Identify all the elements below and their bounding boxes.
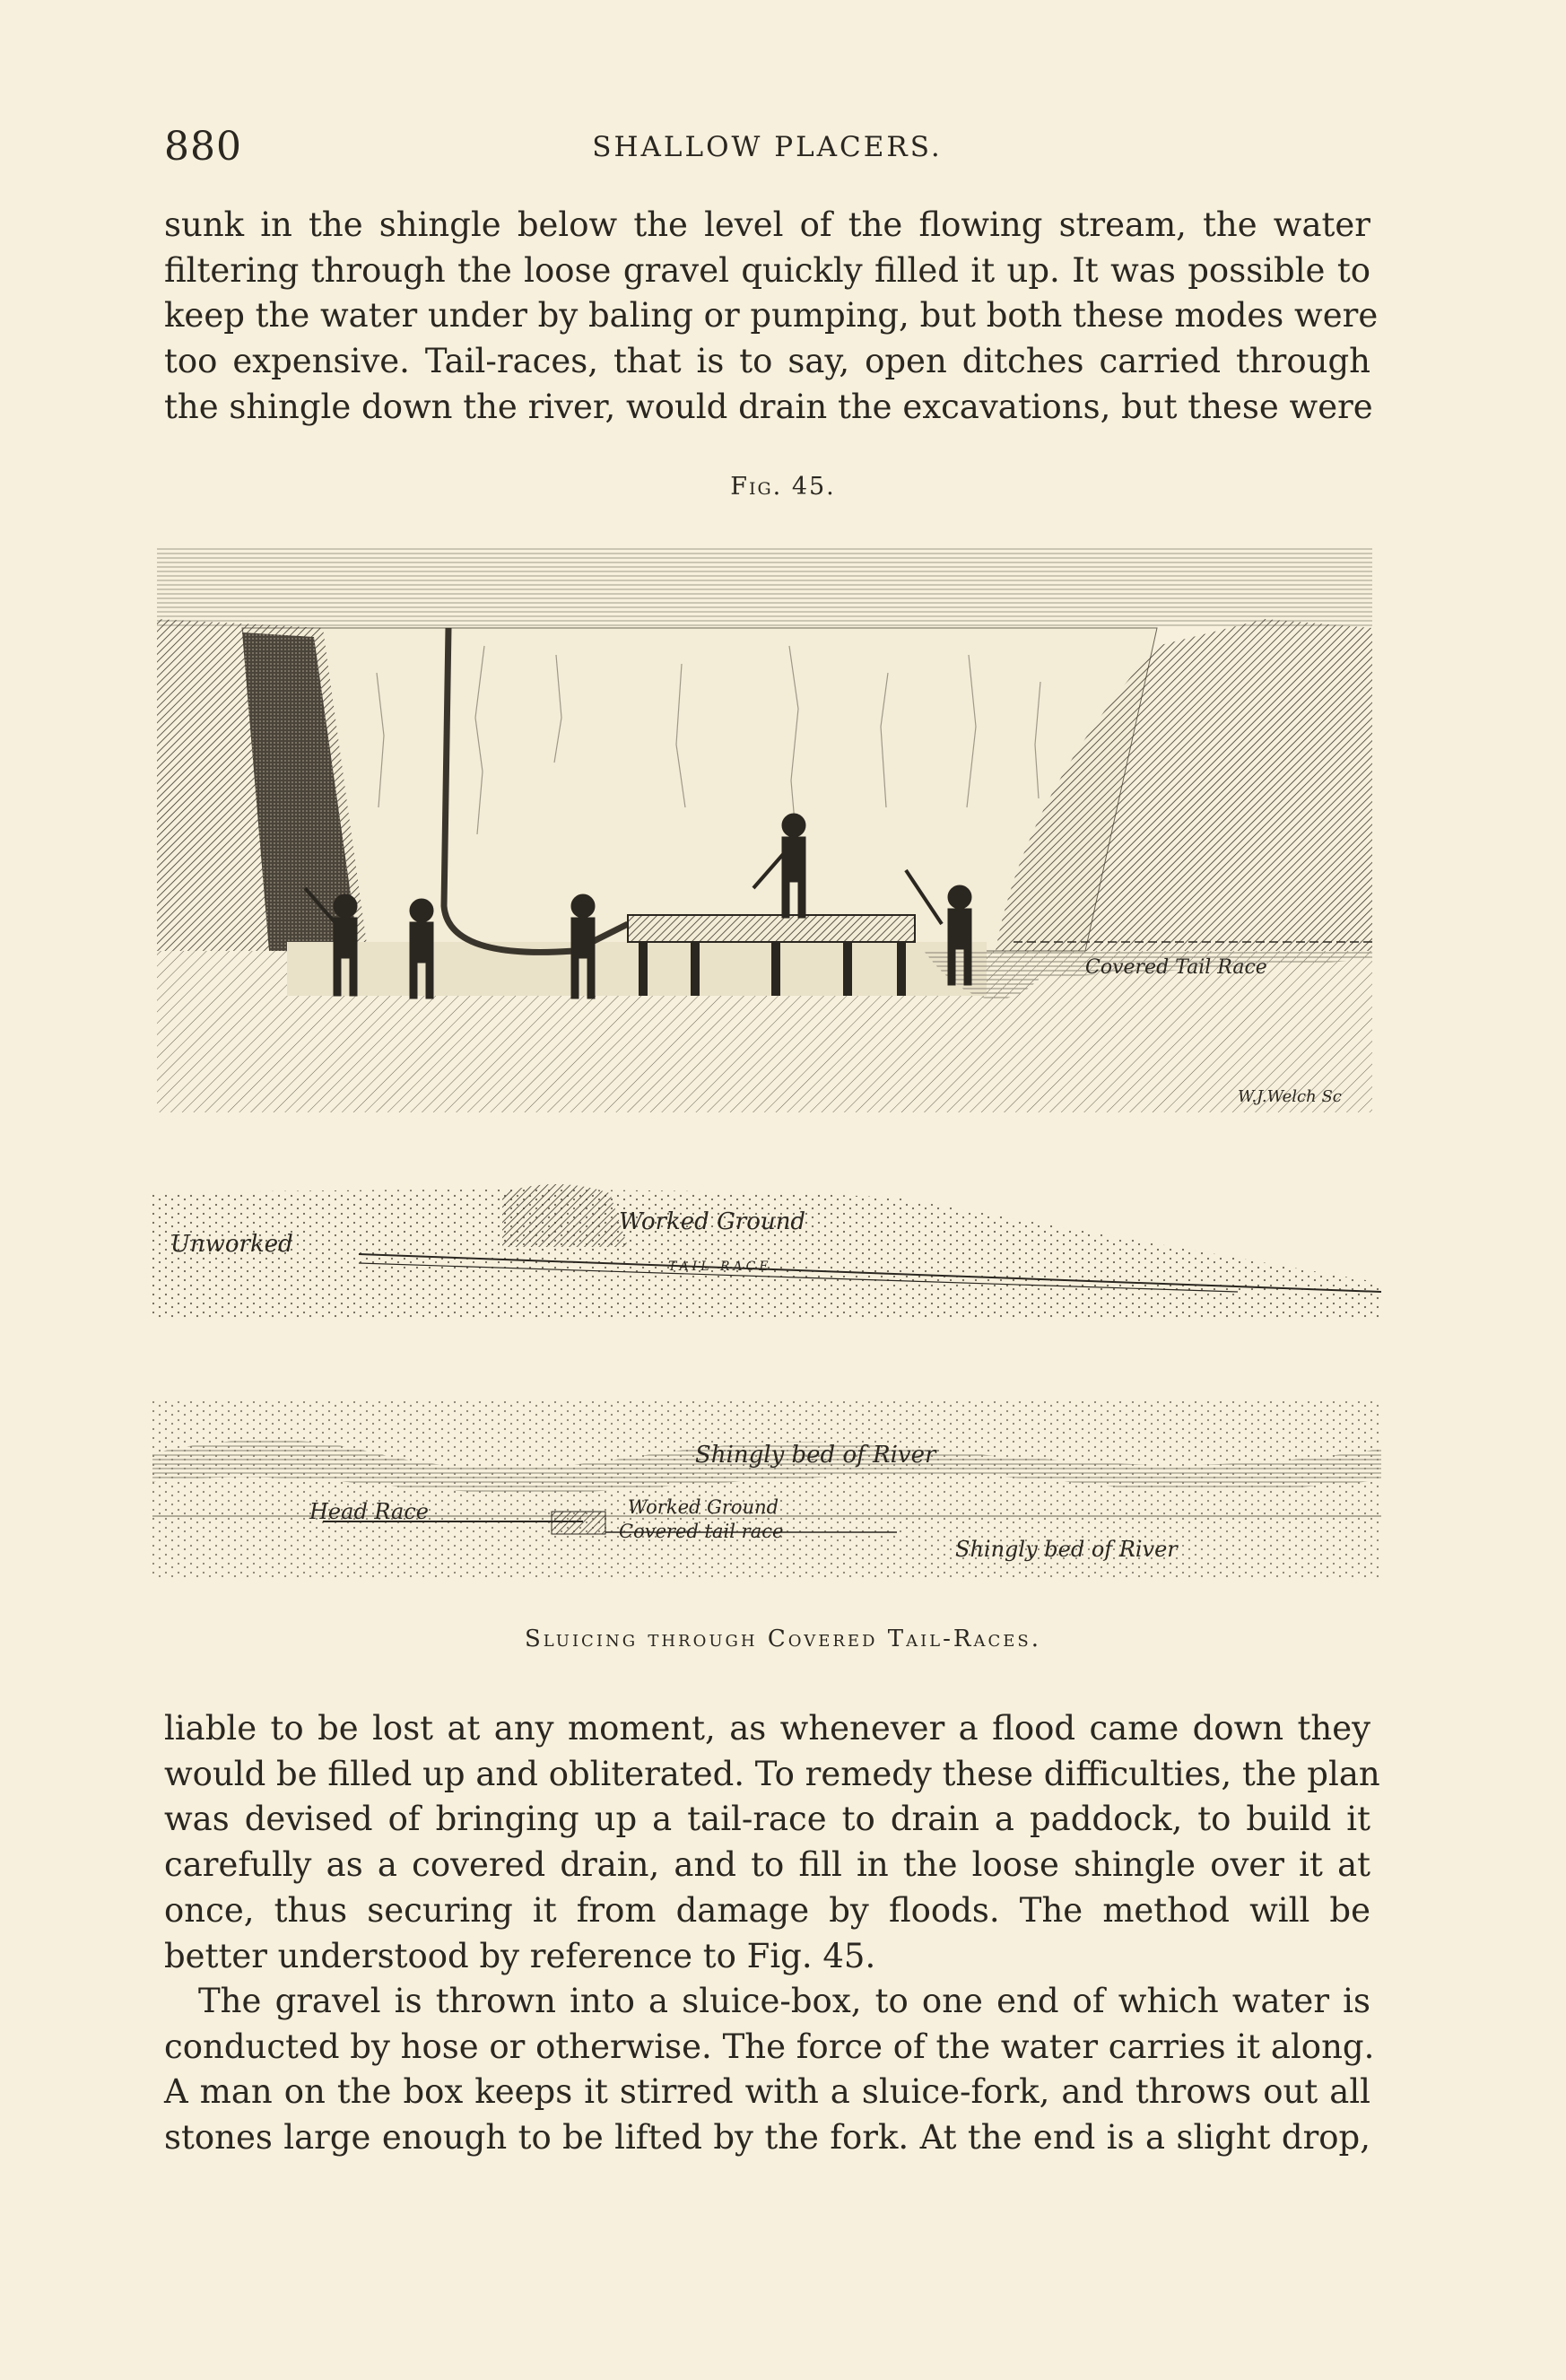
text-line: liable to be lost at any moment, as whenever a flood came down they <box>164 1709 1370 1748</box>
label-shingly-bed-lower: Shingly bed of River <box>955 1537 1178 1562</box>
figure-illustration <box>0 529 1566 1606</box>
cutting-scene <box>157 545 1372 1112</box>
plan-view <box>152 1399 1381 1579</box>
text-line: sunk in the shingle below the level of the flowing stream, the water <box>164 205 1370 244</box>
label-worked-ground: Worked Ground <box>619 1208 806 1235</box>
text-line: the shingle down the river, would drain the excavations, but these were <box>164 387 1373 426</box>
text-line: carefully as a covered drain, and to fill in the loose shingle over it at <box>164 1845 1370 1885</box>
paragraph-bottom-1 <box>164 1706 1380 1979</box>
text-line: filtering through the loose gravel quickly filled it up. It was possible to <box>164 250 1370 290</box>
page-header <box>164 124 1370 178</box>
figure-label: Fig. 45. <box>730 473 836 501</box>
text-line: A man on the box keeps it stirred with a sluice-fork, and throws out all <box>164 2072 1370 2112</box>
figure-caption: Sluicing through Covered Tail-Races. <box>525 1626 1041 1652</box>
text-line: stones large enough to be lifted by the fork. At the end is a slight drop, <box>164 2118 1370 2158</box>
text-line: would be filled up and obliterated. To remedy these difficulties, the plan <box>164 1754 1380 1793</box>
label-covered-tail-race: Covered Tail Race <box>1085 956 1267 979</box>
page-number: 880 <box>164 124 242 170</box>
text-line: keep the water under by baling or pumping, but both these modes were <box>164 296 1379 336</box>
section-view <box>152 1184 1381 1319</box>
engraver-signature: W.J.Welch Sc <box>1238 1087 1342 1106</box>
label-tail-race: TAIL RACE <box>668 1260 772 1274</box>
label-covered-tail-race-plan: Covered tail race <box>619 1521 784 1542</box>
text-line: once, thus securing it from damage by floods. The method will be <box>164 1890 1370 1930</box>
text-line: too expensive. Tail-races, that is to say, open ditches carried through <box>164 342 1370 381</box>
paragraph-bottom-2 <box>164 1979 1375 2161</box>
text-line: conducted by hose or otherwise. The force of the water carries it along. <box>164 2027 1375 2066</box>
label-worked-ground-plan: Worked Ground <box>628 1496 779 1518</box>
text-line: The gravel is thrown into a sluice-box, to one end of which water is <box>198 1982 1370 2020</box>
label-head-race: Head Race <box>309 1499 430 1524</box>
running-head: SHALLOW PLACERS. <box>592 131 943 163</box>
label-shingly-bed-upper: Shingly bed of River <box>695 1442 936 1469</box>
label-unworked: Unworked <box>170 1231 293 1258</box>
text-line: better understood by reference to Fig. 45. <box>164 1936 876 1975</box>
text-line: was devised of bringing up a tail-race to drain a paddock, to build it <box>164 1800 1370 1839</box>
paragraph-top <box>164 203 1379 431</box>
